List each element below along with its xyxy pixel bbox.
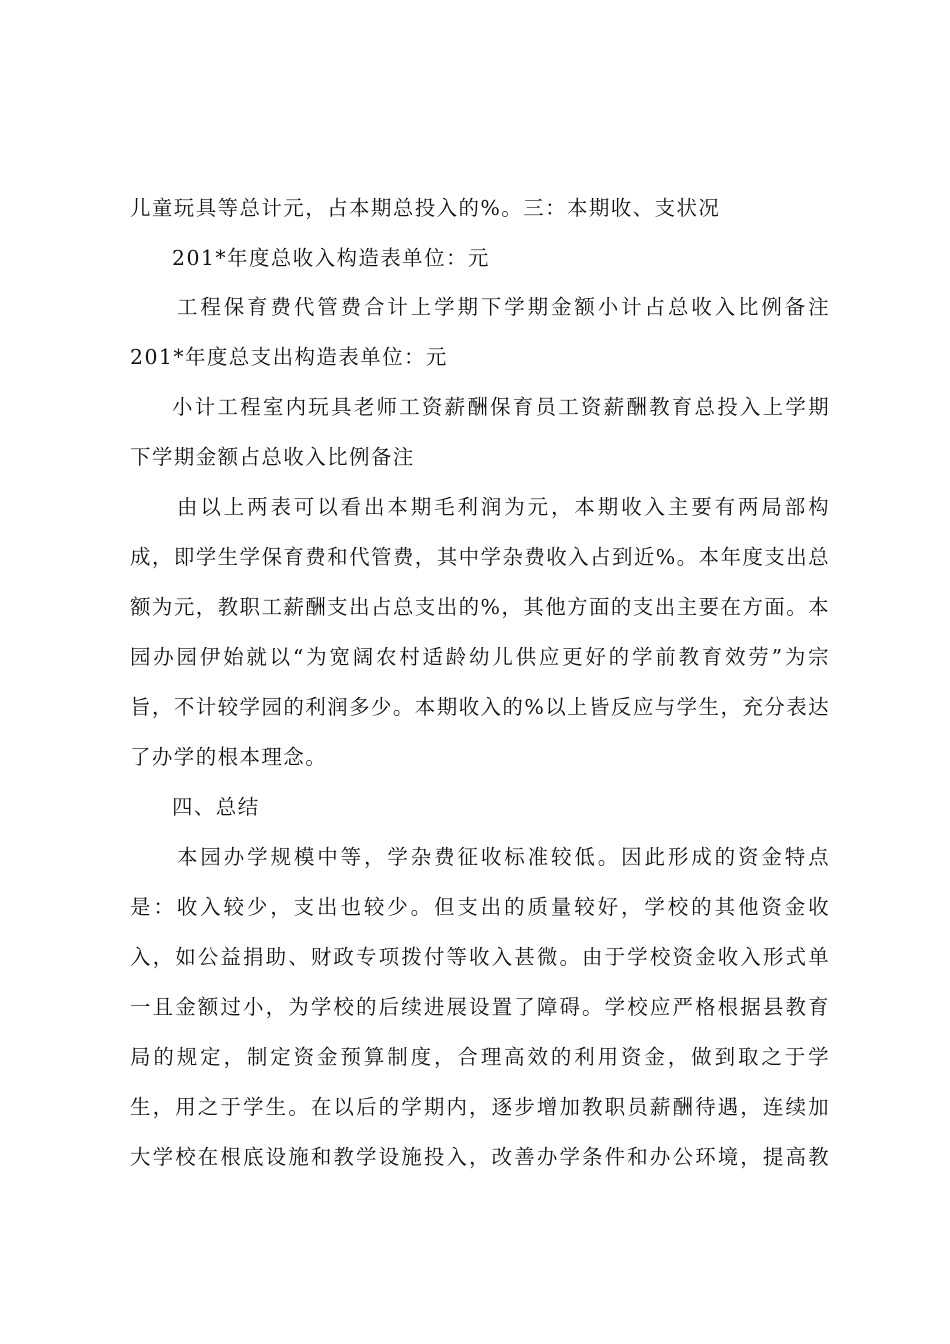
paragraph-line: 由以上两表可以看出本期毛利润为元，本期收入主要有两局部构 — [177, 495, 830, 519]
paragraph-line: 大学校在根底设施和教学设施投入，改善办学条件和办公环境，提高教 — [130, 1145, 830, 1169]
table-header-expense-cont: 下学期金额占总收入比例备注 — [130, 445, 415, 469]
table-caption-income: 201*年度总收入构造表单位：元 — [172, 246, 490, 270]
paragraph-line: 一且金额过小，为学校的后续进展设置了障碍。学校应严格根据县教育 — [130, 995, 830, 1019]
paragraph-line: 本园办学规模中等，学杂费征收标准较低。因此形成的资金特点 — [177, 845, 830, 869]
paragraph-line: 额为元，教职工薪酬支出占总支出的%，其他方面的支出主要在方面。本 — [130, 595, 830, 619]
paragraph-line: 生，用之于学生。在以后的学期内，逐步增加教职员薪酬待遇，连续加 — [130, 1095, 830, 1119]
paragraph-line: 旨，不计较学园的利润多少。本期收入的%以上皆反应与学生，充分表达 — [130, 695, 830, 719]
paragraph-line: 园办园伊始就以“为宽阔农村适龄幼儿供应更好的学前教育效劳”为宗 — [130, 645, 830, 669]
paragraph-line: 成，即学生学保育费和代管费，其中学杂费收入占到近%。本年度支出总 — [130, 545, 830, 569]
section-heading: 四、总结 — [172, 795, 260, 819]
paragraph-line: 是：收入较少，支出也较少。但支出的质量较好，学校的其他资金收 — [130, 895, 830, 919]
paragraph-line: 了办学的根本理念。 — [130, 745, 328, 769]
paragraph-line: 局的规定，制定资金预算制度，合理高效的利用资金，做到取之于学 — [130, 1045, 830, 1069]
text-line: 儿童玩具等总计元，占本期总投入的%。三：本期收、支状况 — [130, 196, 721, 220]
table-header-income: 工程保育费代管费合计上学期下学期金额小计占总收入比例备注 — [177, 295, 830, 319]
paragraph-line: 入，如公益捐助、财政专项拨付等收入甚微。由于学校资金收入形式单 — [130, 945, 830, 969]
table-caption-expense: 201*年度总支出构造表单位：元 — [130, 345, 448, 369]
table-header-expense: 小计工程室内玩具老师工资薪酬保育员工资薪酬教育总投入上学期 — [172, 395, 830, 419]
